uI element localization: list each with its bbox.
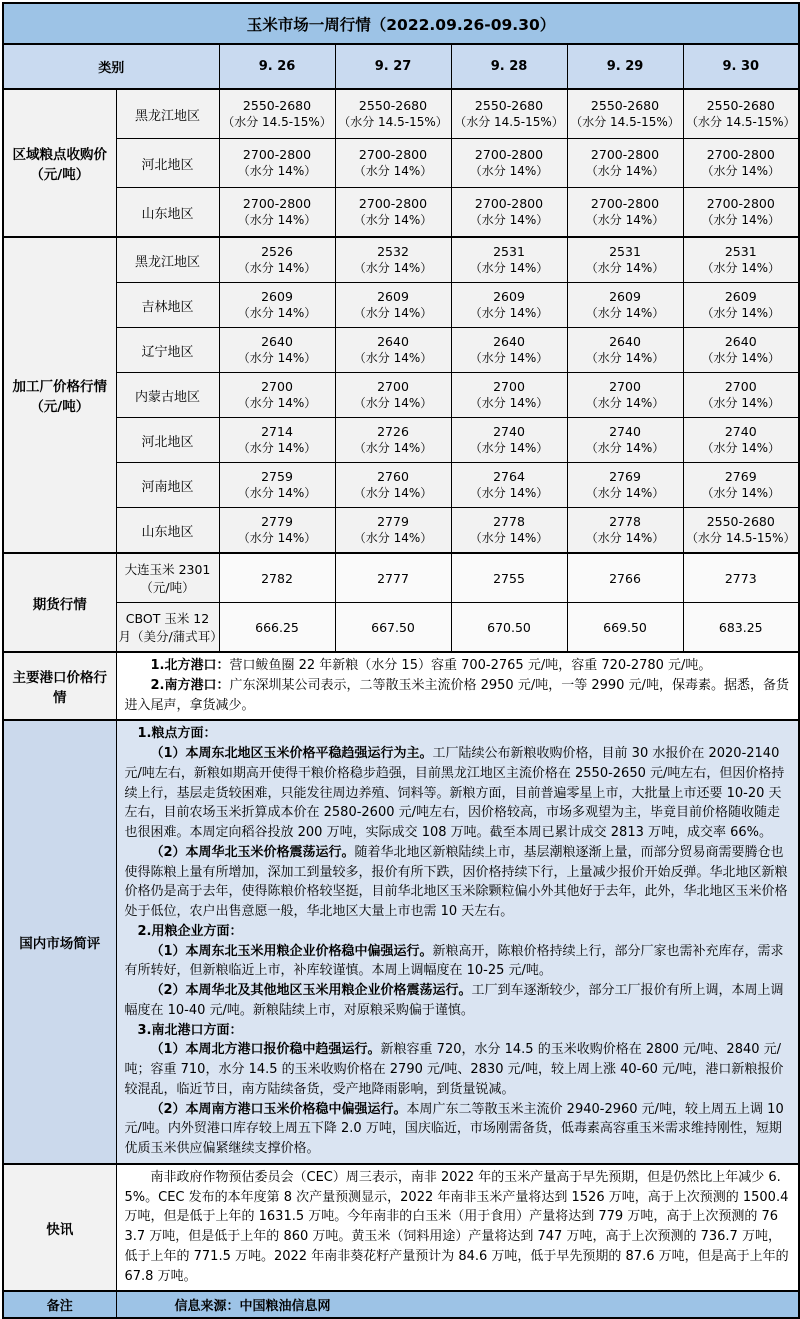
page-title: 玉米市场一周行情（2022.09.26-09.30） — [3, 3, 799, 44]
port-paragraph-lead: 2.南方港口： — [150, 677, 230, 693]
news-paragraph: 南非政府作物预估委员会（CEC）周三表示，南非 2022 年的玉米产量高于早先预期，但是仍然比上年减少 6.5%。CEC 发布的本年度第 8 次产量预测显示，2022 年南非玉米产量将达到 1526 万吨，高于上次预测的 1500.4 万吨，但是低于上年的 1631.5 万吨。今年南非的白玉米（用于食用）产量将达到 779 万吨，高于上次预测的 763.7 万吨，但是低于上年的 860 万吨。黄玉米（饲料用途）产量将达到 747 万吨，高于上次预测的 736.7 万吨，低于上年的 771.5 万吨。2022 年南非葵花籽产量预计为 84.6 万吨，低于早先预期的 87.6 万吨，但是高于上年的 67.8 万吨。 — [124, 1169, 789, 1284]
price-value: 2700 — [377, 379, 409, 394]
price-value: 2779 — [377, 514, 409, 529]
table-row — [3, 508, 799, 554]
price-value: 2640 — [493, 334, 525, 349]
region-label: 辽宁地区 — [116, 328, 219, 373]
table-row — [3, 373, 799, 418]
price-value: 2550-2680 — [706, 98, 775, 113]
column-header-date: 9. 29 — [567, 44, 683, 89]
moisture-note: （水分 14%） — [469, 441, 549, 455]
table-row — [3, 139, 799, 188]
price-cell — [451, 89, 567, 139]
table-row — [3, 328, 799, 373]
section-label-futures: 期货行情 — [3, 553, 116, 652]
moisture-note: （水分 14%） — [237, 261, 317, 275]
section-label-review: 国内市场简评 — [3, 720, 116, 1164]
moisture-note: （水分 14.5-15%） — [686, 115, 796, 129]
price-value: 2532 — [377, 244, 409, 259]
review-paragraph — [125, 922, 791, 942]
price-cell — [451, 139, 567, 188]
moisture-note: （水分 14%） — [585, 486, 665, 500]
price-value: 2531 — [493, 244, 525, 259]
price-cell — [219, 283, 335, 328]
price-value: 2700 — [493, 379, 525, 394]
section-label-ports: 主要港口价格行情 — [3, 652, 116, 720]
moisture-note: （水分 14%） — [237, 351, 317, 365]
price-cell — [219, 139, 335, 188]
price-cell — [451, 283, 567, 328]
price-cell — [683, 418, 799, 463]
review-row — [3, 720, 799, 1164]
price-value: 2700-2800 — [706, 196, 775, 211]
price-cell — [219, 328, 335, 373]
moisture-note: （水分 14.5-15%） — [222, 115, 332, 129]
price-value: 2640 — [377, 334, 409, 349]
futures-row — [3, 553, 799, 603]
price-value: 2700 — [724, 379, 757, 394]
price-cell — [683, 188, 799, 238]
moisture-note: （水分 14%） — [701, 164, 781, 178]
price-value: 2740 — [609, 424, 641, 439]
price-cell — [335, 283, 451, 328]
moisture-note: （水分 14.5-15%） — [338, 115, 448, 129]
moisture-note: （水分 14%） — [237, 164, 317, 178]
section-label-note: 备注 — [3, 1291, 116, 1318]
review-paragraph-text: 新粮容重 720，水分 14.5 的玉米收购价格在 2800 元/吨、2840 元/吨；容重 710，水分 14.5 的玉米收购价格在 2790 元/吨、2830 元/吨，较上周上涨 40-60 元/吨，港口新粮报价较混乱，临近节日，南方陆续备货，受产地降雨影响，到货量锐减。 — [124, 1042, 784, 1097]
port-paragraph — [125, 656, 791, 676]
review-paragraph-lead: 2.用粮企业方面： — [137, 923, 243, 939]
region-label: 山东地区 — [116, 508, 219, 554]
note-content: 信息来源：中国粮油信息网 — [116, 1291, 799, 1318]
price-cell — [567, 89, 683, 139]
region-label: 河北地区 — [116, 418, 219, 463]
column-header-date: 9. 28 — [451, 44, 567, 89]
price-cell — [219, 188, 335, 238]
region-label: 吉林地区 — [116, 283, 219, 328]
review-paragraph-text: 随着华北地区新粮陆续上市，基层潮粮逐渐上量，而部分贸易商需要腾仓也使得陈粮上量有所增加，深加工到量较多，报价有所下跌，因价格持续下行，上量减少报价开始反弹。华北地区新粮价格仍是高于去年，使得陈粮价格较坚挺，目前华北地区玉米除颗粒偏小外其他好于去年，此外，华北地区玉米价格处于低位，农户出售意愿一般，华北地区大量上市也需 10 天左右。 — [124, 844, 788, 919]
price-value: 2778 — [609, 514, 641, 529]
price-value: 2700-2800 — [358, 196, 428, 211]
price-value: 2550-2680 — [590, 98, 660, 113]
price-cell — [567, 508, 683, 554]
price-cell — [451, 237, 567, 283]
price-value: 2700-2800 — [242, 196, 312, 211]
price-value: 2550-2680 — [474, 98, 544, 113]
moisture-note: （水分 14%） — [469, 261, 549, 275]
price-cell — [683, 373, 799, 418]
review-content — [116, 720, 799, 1164]
moisture-note: （水分 14%） — [701, 351, 781, 365]
price-value: 2531 — [724, 244, 757, 259]
moisture-note: （水分 14%） — [353, 351, 433, 365]
price-cell — [683, 463, 799, 508]
table-row — [3, 188, 799, 238]
section-label-news: 快讯 — [3, 1164, 116, 1292]
price-cell — [567, 139, 683, 188]
column-header-date: 9. 30 — [683, 44, 799, 89]
price-cell — [219, 418, 335, 463]
moisture-note: （水分 14%） — [701, 306, 781, 320]
price-value: 2764 — [493, 469, 525, 484]
table-row — [3, 463, 799, 508]
moisture-note: （水分 14%） — [469, 213, 549, 227]
region-label: 山东地区 — [116, 188, 219, 238]
price-cell — [567, 283, 683, 328]
table-row — [3, 237, 799, 283]
price-cell — [683, 283, 799, 328]
moisture-note: （水分 14%） — [353, 396, 433, 410]
price-cell — [567, 328, 683, 373]
futures-contract-name: CBOT 玉米 12 月（美分/蒲式耳） — [116, 603, 219, 653]
price-cell — [451, 508, 567, 554]
review-paragraph-lead: 3.南北港口方面： — [137, 1022, 243, 1038]
moisture-note: （水分 14%） — [237, 306, 317, 320]
news-content — [116, 1164, 799, 1292]
price-value: 2609 — [493, 289, 525, 304]
price-cell — [335, 237, 451, 283]
price-value: 2526 — [261, 244, 293, 259]
moisture-note: （水分 14%） — [585, 441, 665, 455]
price-cell — [567, 188, 683, 238]
price-value: 2550-2680 — [706, 514, 775, 529]
moisture-note: （水分 14.5-15%） — [454, 115, 564, 129]
price-cell — [335, 188, 451, 238]
price-cell — [567, 463, 683, 508]
port-paragraph — [125, 676, 791, 716]
review-paragraph — [125, 942, 791, 982]
price-value: 2700-2800 — [242, 147, 312, 162]
futures-contract-name: 大连玉米 2301（元/吨） — [116, 553, 219, 603]
review-paragraph-lead: 1.粮点方面： — [137, 726, 217, 742]
moisture-note: （水分 14%） — [701, 261, 781, 275]
futures-value: 669.50 — [567, 603, 683, 653]
price-cell — [335, 373, 451, 418]
review-paragraph-lead: （1）本周东北地区玉米价格平稳趋强运行为主。 — [150, 746, 433, 761]
price-value: 2700-2800 — [358, 147, 428, 162]
futures-value: 2773 — [683, 553, 799, 603]
price-cell — [451, 463, 567, 508]
moisture-note: （水分 14%） — [701, 396, 781, 410]
price-cell — [683, 508, 799, 554]
port-paragraph-lead: 1.北方港口： — [150, 658, 230, 673]
moisture-note: （水分 14%） — [237, 531, 317, 545]
moisture-note: （水分 14%） — [353, 213, 433, 227]
futures-value: 2782 — [219, 553, 335, 603]
review-paragraph — [125, 1021, 791, 1041]
review-paragraph-lead: （2）本周华北玉米价格震荡运行。 — [150, 844, 355, 860]
moisture-note: （水分 14%） — [701, 486, 781, 500]
moisture-note: （水分 14%） — [701, 213, 781, 227]
price-value: 2700-2800 — [474, 196, 544, 211]
table-row — [3, 89, 799, 139]
section-label: 区域粮点收购价（元/吨） — [3, 89, 116, 237]
corn-market-weekly-table — [2, 2, 800, 1319]
region-label: 河南地区 — [116, 463, 219, 508]
price-cell — [683, 139, 799, 188]
price-value: 2640 — [609, 334, 641, 349]
review-paragraph — [125, 843, 791, 922]
region-label: 内蒙古地区 — [116, 373, 219, 418]
price-cell — [219, 237, 335, 283]
review-paragraph — [125, 744, 791, 843]
futures-value: 683.25 — [683, 603, 799, 653]
price-cell — [451, 418, 567, 463]
price-value: 2700 — [261, 379, 293, 394]
futures-value: 2777 — [335, 553, 451, 603]
price-value: 2609 — [377, 289, 409, 304]
moisture-note: （水分 14%） — [585, 261, 665, 275]
price-value: 2759 — [261, 469, 293, 484]
price-value: 2740 — [724, 424, 757, 439]
review-paragraph — [125, 981, 791, 1021]
header-row — [3, 44, 799, 89]
review-paragraph-lead: （1）本周北方港口报价稳中趋强运行。 — [150, 1042, 381, 1058]
price-value: 2609 — [261, 289, 293, 304]
price-value: 2700 — [609, 379, 641, 394]
ports-content — [116, 652, 799, 720]
review-paragraph-text: 工厂陆续公布新粮收购价格，目前 30 水报价在 2020-2140 元/吨左右，新粮如期高开使得干粮价格稳步趋强，目前黑龙江地区主流价格在 2550-2650 元/吨左右，但因价格持续上行，基层走货较困难，只能发往周边养殖、饲料等。新粮方面，目前普遍零星上市，大批量上市还要 10-20 天左右，目前农场玉米折算成本价在 2580-2600 元/吨左右，因价格较高，市场多观望为主，毕竟目前价格随收随走也很困难。本周定向稻谷投放 200 万吨，实际成交 108 万吨。截至本周已累计成交 2813 万吨，成交率 66%。 — [124, 746, 785, 840]
table-row — [3, 418, 799, 463]
price-value: 2700-2800 — [590, 147, 660, 162]
moisture-note: （水分 14%） — [353, 486, 433, 500]
table-row — [3, 283, 799, 328]
price-value: 2531 — [609, 244, 641, 259]
price-cell — [451, 188, 567, 238]
moisture-note: （水分 14%） — [469, 486, 549, 500]
moisture-note: （水分 14%） — [469, 164, 549, 178]
price-value: 2769 — [609, 469, 641, 484]
price-cell — [219, 89, 335, 139]
price-cell — [683, 237, 799, 283]
review-paragraph — [125, 1100, 791, 1159]
column-header-category: 类别 — [3, 44, 219, 89]
moisture-note: （水分 14%） — [585, 351, 665, 365]
price-cell — [219, 373, 335, 418]
price-value: 2779 — [261, 514, 293, 529]
moisture-note: （水分 14%） — [237, 486, 317, 500]
moisture-note: （水分 14%） — [585, 531, 665, 545]
moisture-note: （水分 14%） — [353, 164, 433, 178]
price-cell — [567, 418, 683, 463]
review-paragraph-lead: （2）本周南方港口玉米价格稳中偏强运行。 — [150, 1101, 407, 1117]
moisture-note: （水分 14%） — [353, 261, 433, 275]
moisture-note: （水分 14%） — [237, 396, 317, 410]
price-cell — [335, 508, 451, 554]
moisture-note: （水分 14.5-15%） — [570, 115, 680, 129]
price-cell — [335, 139, 451, 188]
review-paragraph-lead: （2）本周华北及其他地区玉米用粮企业价格震荡运行。 — [150, 983, 472, 998]
price-cell — [451, 328, 567, 373]
price-cell — [335, 328, 451, 373]
futures-row — [3, 603, 799, 653]
price-cell — [335, 89, 451, 139]
moisture-note: （水分 14%） — [353, 306, 433, 320]
price-value: 2609 — [609, 289, 641, 304]
moisture-note: （水分 14%） — [701, 441, 781, 455]
review-paragraph-text: 新粮高开，陈粮价格持续上行，部分厂家也需补充库存，需求有所转好，但新粮临近上市，补库较谨慎。本周上调幅度在 10-25 元/吨。 — [124, 943, 784, 979]
futures-value: 667.50 — [335, 603, 451, 653]
column-header-date: 9. 26 — [219, 44, 335, 89]
moisture-note: （水分 14%） — [585, 164, 665, 178]
price-value: 2640 — [261, 334, 293, 349]
price-cell — [683, 89, 799, 139]
review-paragraph — [125, 724, 791, 744]
review-paragraph — [125, 1040, 791, 1099]
region-label: 黑龙江地区 — [116, 237, 219, 283]
futures-value: 2755 — [451, 553, 567, 603]
price-cell — [335, 418, 451, 463]
price-value: 2740 — [493, 424, 525, 439]
moisture-note: （水分 14%） — [585, 306, 665, 320]
price-cell — [451, 373, 567, 418]
title-row — [3, 3, 799, 44]
price-value: 2550-2680 — [242, 98, 312, 113]
note-row — [3, 1291, 799, 1318]
moisture-note: （水分 14%） — [469, 351, 549, 365]
futures-value: 670.50 — [451, 603, 567, 653]
price-cell — [219, 463, 335, 508]
moisture-note: （水分 14%） — [353, 531, 433, 545]
price-cell — [683, 328, 799, 373]
price-value: 2609 — [724, 289, 757, 304]
ports-row — [3, 652, 799, 720]
moisture-note: （水分 14.5-15%） — [686, 531, 796, 545]
futures-value: 666.25 — [219, 603, 335, 653]
column-header-date: 9. 27 — [335, 44, 451, 89]
price-value: 2700-2800 — [590, 196, 660, 211]
price-value: 2700-2800 — [474, 147, 544, 162]
port-paragraph-text: 广东深圳某公司表示，二等散玉米主流价格 2950 元/吨，一等 2990 元/吨，保毒素。据悉，备货进入尾声，拿货减少。 — [124, 677, 789, 713]
price-cell — [567, 237, 683, 283]
port-paragraph-text: 营口鲅鱼圈 22 年新粮（水分 15）容重 700-2765 元/吨，容重 720-2780 元/吨。 — [229, 658, 712, 673]
moisture-note: （水分 14%） — [237, 441, 317, 455]
moisture-note: （水分 14%） — [237, 213, 317, 227]
price-value: 2714 — [261, 424, 293, 439]
moisture-note: （水分 14%） — [353, 441, 433, 455]
price-cell — [335, 463, 451, 508]
price-value: 2700-2800 — [706, 147, 775, 162]
price-value: 2769 — [724, 469, 757, 484]
review-paragraph-lead: （1）本周东北玉米用粮企业价格稳中偏强运行。 — [150, 943, 433, 959]
corn-market-weekly-report — [2, 2, 798, 1319]
price-value: 2640 — [724, 334, 757, 349]
futures-value: 2766 — [567, 553, 683, 603]
price-value: 2760 — [377, 469, 409, 484]
region-label: 黑龙江地区 — [116, 89, 219, 139]
price-value: 2550-2680 — [358, 98, 428, 113]
region-label: 河北地区 — [116, 139, 219, 188]
moisture-note: （水分 14%） — [469, 396, 549, 410]
price-value: 2726 — [377, 424, 409, 439]
section-label: 加工厂价格行情（元/吨） — [3, 237, 116, 553]
review-paragraph-text: 工厂到车逐渐较少，部分工厂报价有所上调，本周上调幅度在 10-40 元/吨。新粮陆续上市，对原粮采购偏于谨慎。 — [124, 983, 784, 1018]
moisture-note: （水分 14%） — [469, 531, 549, 545]
news-row — [3, 1164, 799, 1292]
price-value: 2778 — [493, 514, 525, 529]
moisture-note: （水分 14%） — [585, 213, 665, 227]
moisture-note: （水分 14%） — [585, 396, 665, 410]
price-cell — [567, 373, 683, 418]
moisture-note: （水分 14%） — [469, 306, 549, 320]
price-cell — [219, 508, 335, 554]
review-paragraph-text: 本周广东二等散玉米主流价 2940-2960 元/吨，较上周五上调 10 元/吨。内外贸港口库存较上周五下降 2.0 万吨，国庆临近，市场刚需备货，低毒素高容重玉米需求维持刚性，短期优质玉米供应偏紧继续支撑价格。 — [124, 1101, 784, 1156]
